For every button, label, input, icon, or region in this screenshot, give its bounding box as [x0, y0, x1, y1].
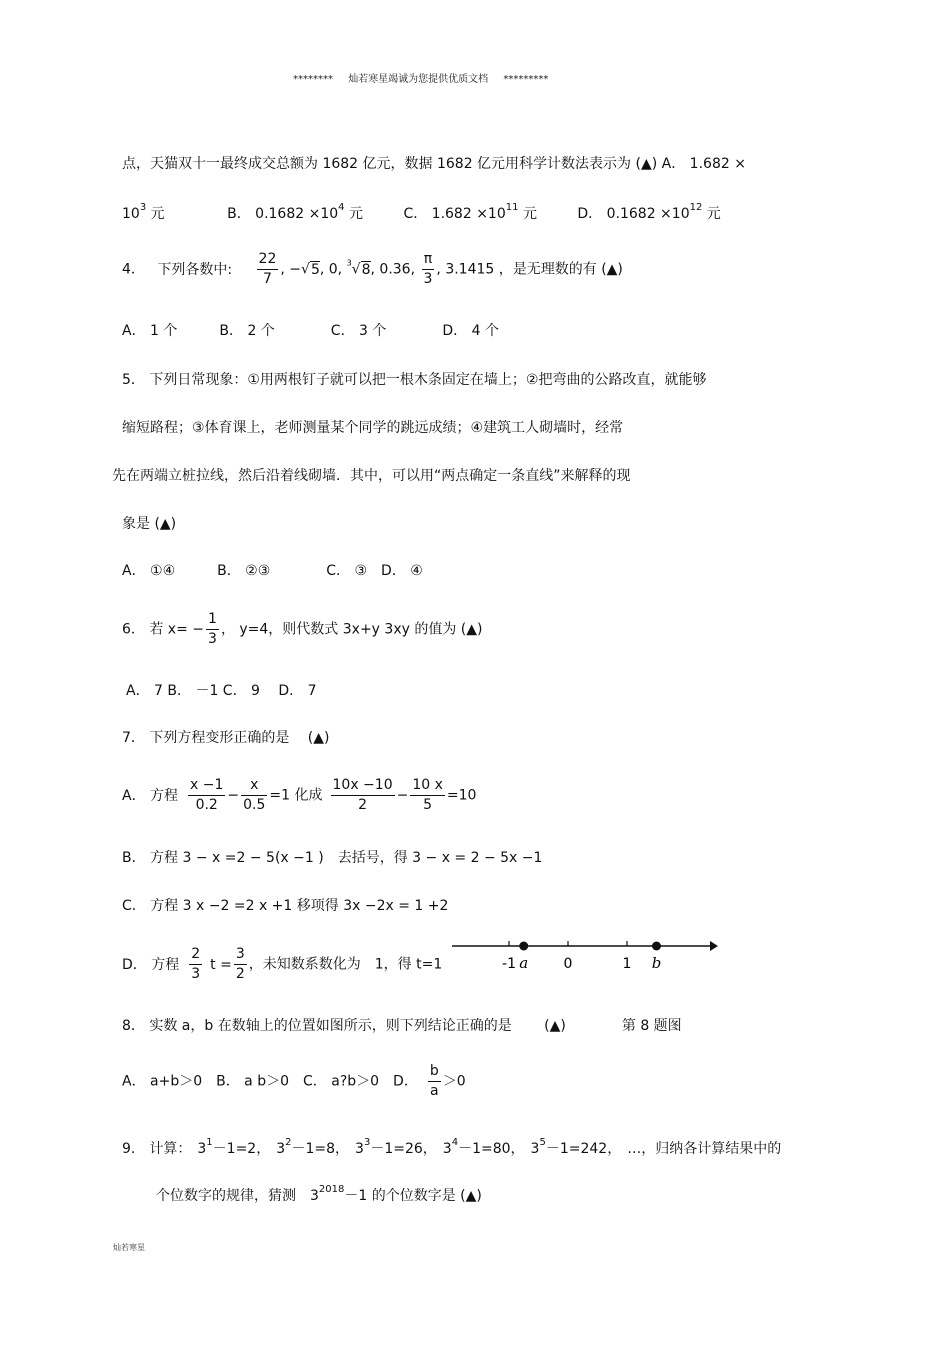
header-stars-left: ********: [293, 74, 333, 85]
q9-power-item: $3^2-1=8$，: [276, 1137, 350, 1157]
q7-a-fraction-1: $\frac{x -1}{0.2}$: [190, 777, 224, 813]
q7-option-d: D． 方程 $\frac{2}{3}$ t = $\frac{3}{2}$ ，未知数系数化为 1，得 t=1: [122, 946, 443, 982]
number-line-tick-label: 0: [563, 956, 573, 972]
q3-option-a: $10^3$ 元: [122, 202, 165, 222]
q4-options: A． 1 个 B． 2 个 C． 3 个 D． 4 个: [122, 323, 499, 339]
q5-line2: 缩短路程；③体育课上，老师测量某个同学的跳远成绩；④建筑工人砌墙时，经常: [122, 420, 624, 436]
q4-cbrt8: 8: [361, 261, 371, 278]
q9-line2: 个位数字的规律，猜测 $3^{2018}-1$ 的个位数字是 (▲): [156, 1184, 482, 1204]
q9-line1: 9． 计算： $3^1-1=2$， $3^2-1=8$， $3^3-1=26$， $3^4-1=80$， $3^5-1=242$， …，归纳各计算结果中的: [122, 1137, 782, 1157]
q4-cbrt-index: 3: [346, 258, 352, 268]
q9-power-item: $3^5-1=242$，: [530, 1137, 622, 1157]
q4-decimal: , 0.36: [370, 261, 411, 278]
number-line-point-a-label: a: [519, 954, 529, 972]
number-line-point-a: [519, 942, 528, 951]
q6-line: [122, 610, 483, 649]
q6-fraction: $\frac{1}{3}$: [208, 611, 217, 647]
q9-items: [197, 1137, 627, 1157]
page-header: [293, 70, 548, 85]
q8-d-fraction: $\frac{b}{a}$: [429, 1063, 439, 1099]
q5-line3: 先在两端立桩拉线，然后沿着线砌墙．其中，可以用“两点确定一条直线”来解释的现: [112, 468, 631, 484]
number-line-point-b-label: b: [651, 954, 662, 972]
q5-options: A． ①④ B． ②③ C． ③ D． ④: [122, 563, 423, 579]
q9-power-item: $3^3-1=26$，: [355, 1137, 437, 1157]
q5-line4: 象是 (▲): [122, 516, 177, 532]
q4-line: 4． 下列各数中: $\frac{22}{7}$ , −√5, 0, $^3$√8, 0.36, $\frac{\pi}{3}$ , 3.1415 ，是无理数的有 (▲): [122, 251, 623, 287]
number-line-arrow: [710, 941, 718, 951]
q4-lead: 下列各数中:: [157, 261, 233, 278]
q4-sqrt5: 5: [310, 261, 320, 278]
q3-options: [122, 204, 721, 224]
number-line-tick-label: -1: [502, 956, 516, 972]
number-line-figure: [448, 932, 720, 976]
q4-fraction-pi-3: $\frac{\pi}{3}$: [423, 251, 433, 287]
q9-power-item: $3^4-1=80$，: [442, 1137, 525, 1157]
number-line: [448, 932, 720, 976]
q3-line1: 点，天猫双十一最终成交总额为 1682 亿元，数据 1682 亿元用科学计数法表示为 (▲) A． 1.682 ×: [122, 156, 746, 172]
q7-d-fraction-2: $\frac{3}{2}$: [235, 946, 245, 982]
header-stars-right: *********: [503, 74, 549, 85]
q7-d-fraction-1: $\frac{2}{3}$: [191, 946, 201, 982]
q4-fraction-22-7: $\frac{22}{7}$: [258, 251, 277, 287]
q3-option-d: D． $0.1682 \times 10^{12}$ 元: [577, 202, 721, 222]
header-title: 灿若寒星竭诚为您提供优质文档: [348, 74, 489, 85]
q7-line: 7． 下列方程变形正确的是 (▲): [122, 730, 330, 746]
page-footer: 灿若寒星: [113, 1243, 145, 1252]
q9-power-item: $3^1-1=2$，: [197, 1137, 271, 1157]
q6-options: A． 7 B． －1 C． 9 D． 7: [126, 683, 317, 699]
q8-options: A． a+b＞0 B． a b＞0 C． a?b＞0 D． $\frac{b}{a}$ ＞0: [122, 1063, 466, 1099]
q4-tail: , 3.1415 ，是无理数的有 (▲): [436, 261, 623, 278]
q7-option-b: B． 方程 3 − x =2 − 5(x −1 ) 去括号，得 3 − x = 2 − 5x −1: [122, 850, 543, 866]
q7-option-c: C． 方程 3 x −2 =2 x +1 移项得 3x −2x = 1 +2: [122, 898, 449, 914]
q3-option-c: C． $1.682 \times 10^{11}$ 元: [403, 202, 537, 222]
q6-lead: 6． 若 x= −: [122, 621, 205, 638]
number-line-tick-label: 1: [622, 956, 632, 972]
q7-a-fraction-4: $\frac{10 x}{5}$: [412, 777, 443, 813]
q6-tail: ， y=4，则代数式 3x+y 3xy 的值为 (▲): [220, 621, 483, 638]
q7-a-fraction-3: $\frac{10x -10}{2}$: [332, 777, 393, 813]
number-line-point-b: [652, 942, 661, 951]
q8-line: 8． 实数 a，b 在数轴上的位置如图所示，则下列结论正确的是 (▲) 第 8 题图: [122, 1018, 682, 1034]
q4-number: 4．: [122, 261, 145, 278]
q5-line1: 5． 下列日常现象：①用两根钉子就可以把一根木条固定在墙上；②把弯曲的公路改直，就能够: [122, 372, 707, 388]
q3-option-b: B． $0.1682 \times 10^4$ 元: [227, 202, 363, 222]
q7-option-a: A． 方程 $\frac{x -1}{0.2}$ − $\frac{x}{0.5}$ =1 化成 $\frac{10x -10}{2}$ − $\frac{10 x}{5}$ =10: [122, 777, 477, 813]
q7-a-fraction-2: $\frac{x}{0.5}$: [243, 777, 266, 813]
